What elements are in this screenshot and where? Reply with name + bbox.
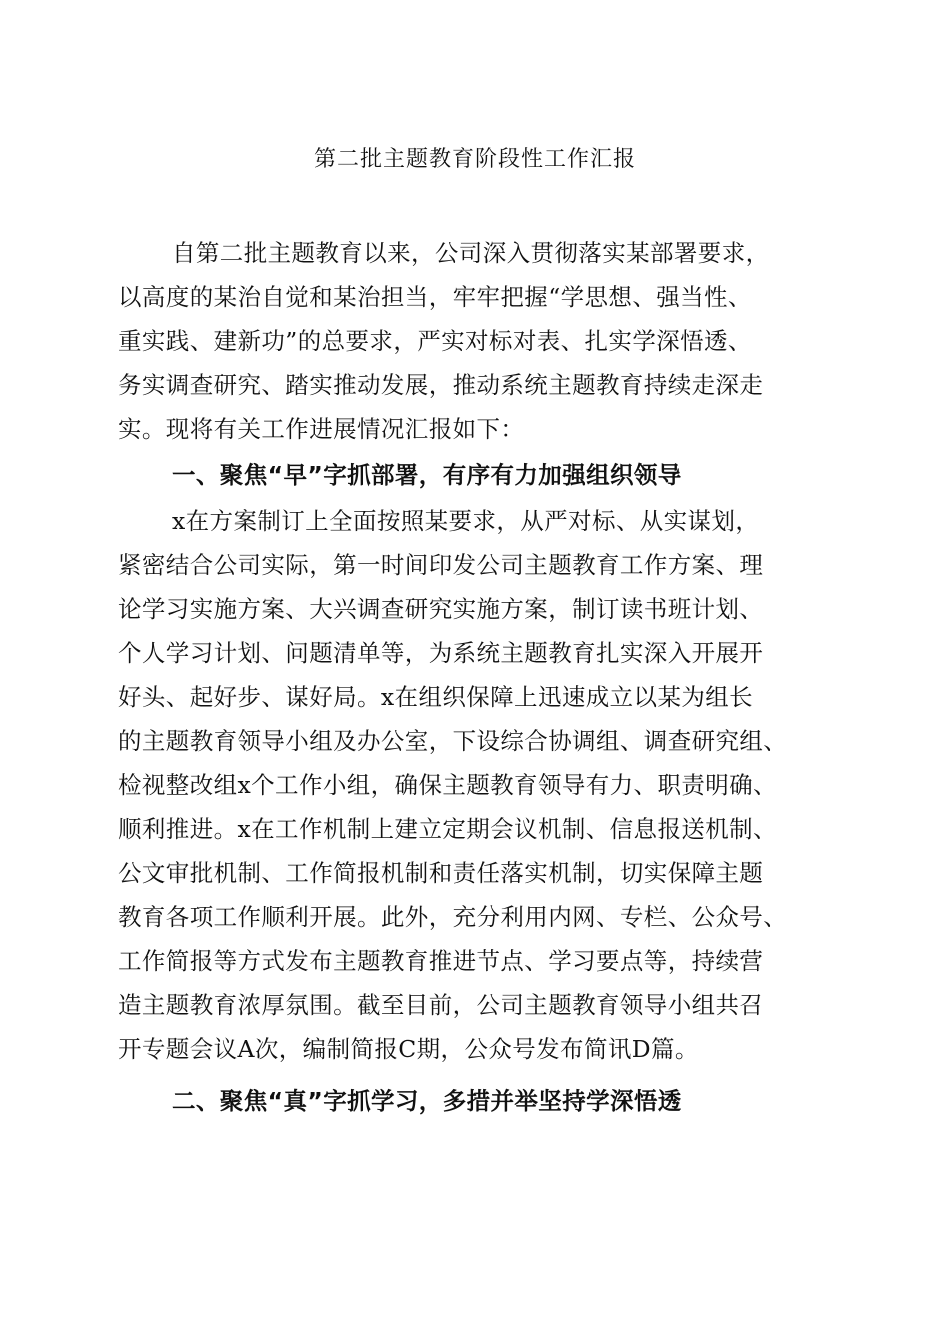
section-heading-2: 二、聚焦“真”字抓学习，多措并举坚持学深悟透 bbox=[172, 1087, 682, 1115]
section-1-line-11: 工作简报等方式发布主题教育推进节点、学习要点等，持续营 bbox=[118, 947, 764, 975]
section-1-line-8: 顺利推进。x在工作机制上建立定期会议机制、信息报送机制、 bbox=[118, 815, 777, 843]
section-1-line-3: 论学习实施方案、大兴调查研究实施方案，制订读书班计划、 bbox=[118, 595, 764, 623]
intro-line-2: 以高度的某治自觉和某治担当，牢牢把握“学思想、强当性、 bbox=[118, 283, 752, 311]
section-1-line-5: 好头、起好步、谋好局。x在组织保障上迅速成立以某为组长 bbox=[118, 683, 754, 711]
section-1-line-2: 紧密结合公司实际，第一时间印发公司主题教育工作方案、理 bbox=[118, 551, 764, 579]
section-1-line-12: 造主题教育浓厚氛围。截至目前，公司主题教育领导小组共召 bbox=[118, 991, 764, 1019]
intro-line-1: 自第二批主题教育以来，公司深入贯彻落实某部署要求， bbox=[172, 239, 770, 267]
intro-line-3: 重实践、建新功”的总要求，严实对标对表、扎实学深悟透、 bbox=[118, 327, 752, 355]
section-1-line-4: 个人学习计划、问题清单等，为系统主题教育扎实深入开展开 bbox=[118, 639, 764, 667]
section-1-line-6: 的主题教育领导小组及办公室，下设综合协调组、调查研究组、 bbox=[118, 727, 788, 755]
section-heading-1: 一、聚焦“早”字抓部署，有序有力加强组织领导 bbox=[172, 461, 682, 489]
document-title: 第二批主题教育阶段性工作汇报 bbox=[313, 147, 636, 172]
section-1-line-9: 公文审批机制、工作简报机制和责任落实机制，切实保障主题 bbox=[118, 859, 764, 887]
section-1-line-1: x在方案制订上全面按照某要求，从严对标、从实谋划， bbox=[172, 507, 760, 535]
intro-line-4: 务实调查研究、踏实推动发展，推动系统主题教育持续走深走 bbox=[118, 371, 764, 399]
section-1-line-13: 开专题会议A次，编制简报C期，公众号发布简讯D篇。 bbox=[118, 1035, 699, 1063]
section-1-line-7: 检视整改组x个工作小组，确保主题教育领导有力、职责明确、 bbox=[118, 771, 777, 799]
section-1-line-10: 教育各项工作顺利开展。此外，充分利用内网、专栏、公众号、 bbox=[118, 903, 788, 931]
intro-line-5: 实。现将有关工作进展情况汇报如下： bbox=[118, 415, 525, 443]
